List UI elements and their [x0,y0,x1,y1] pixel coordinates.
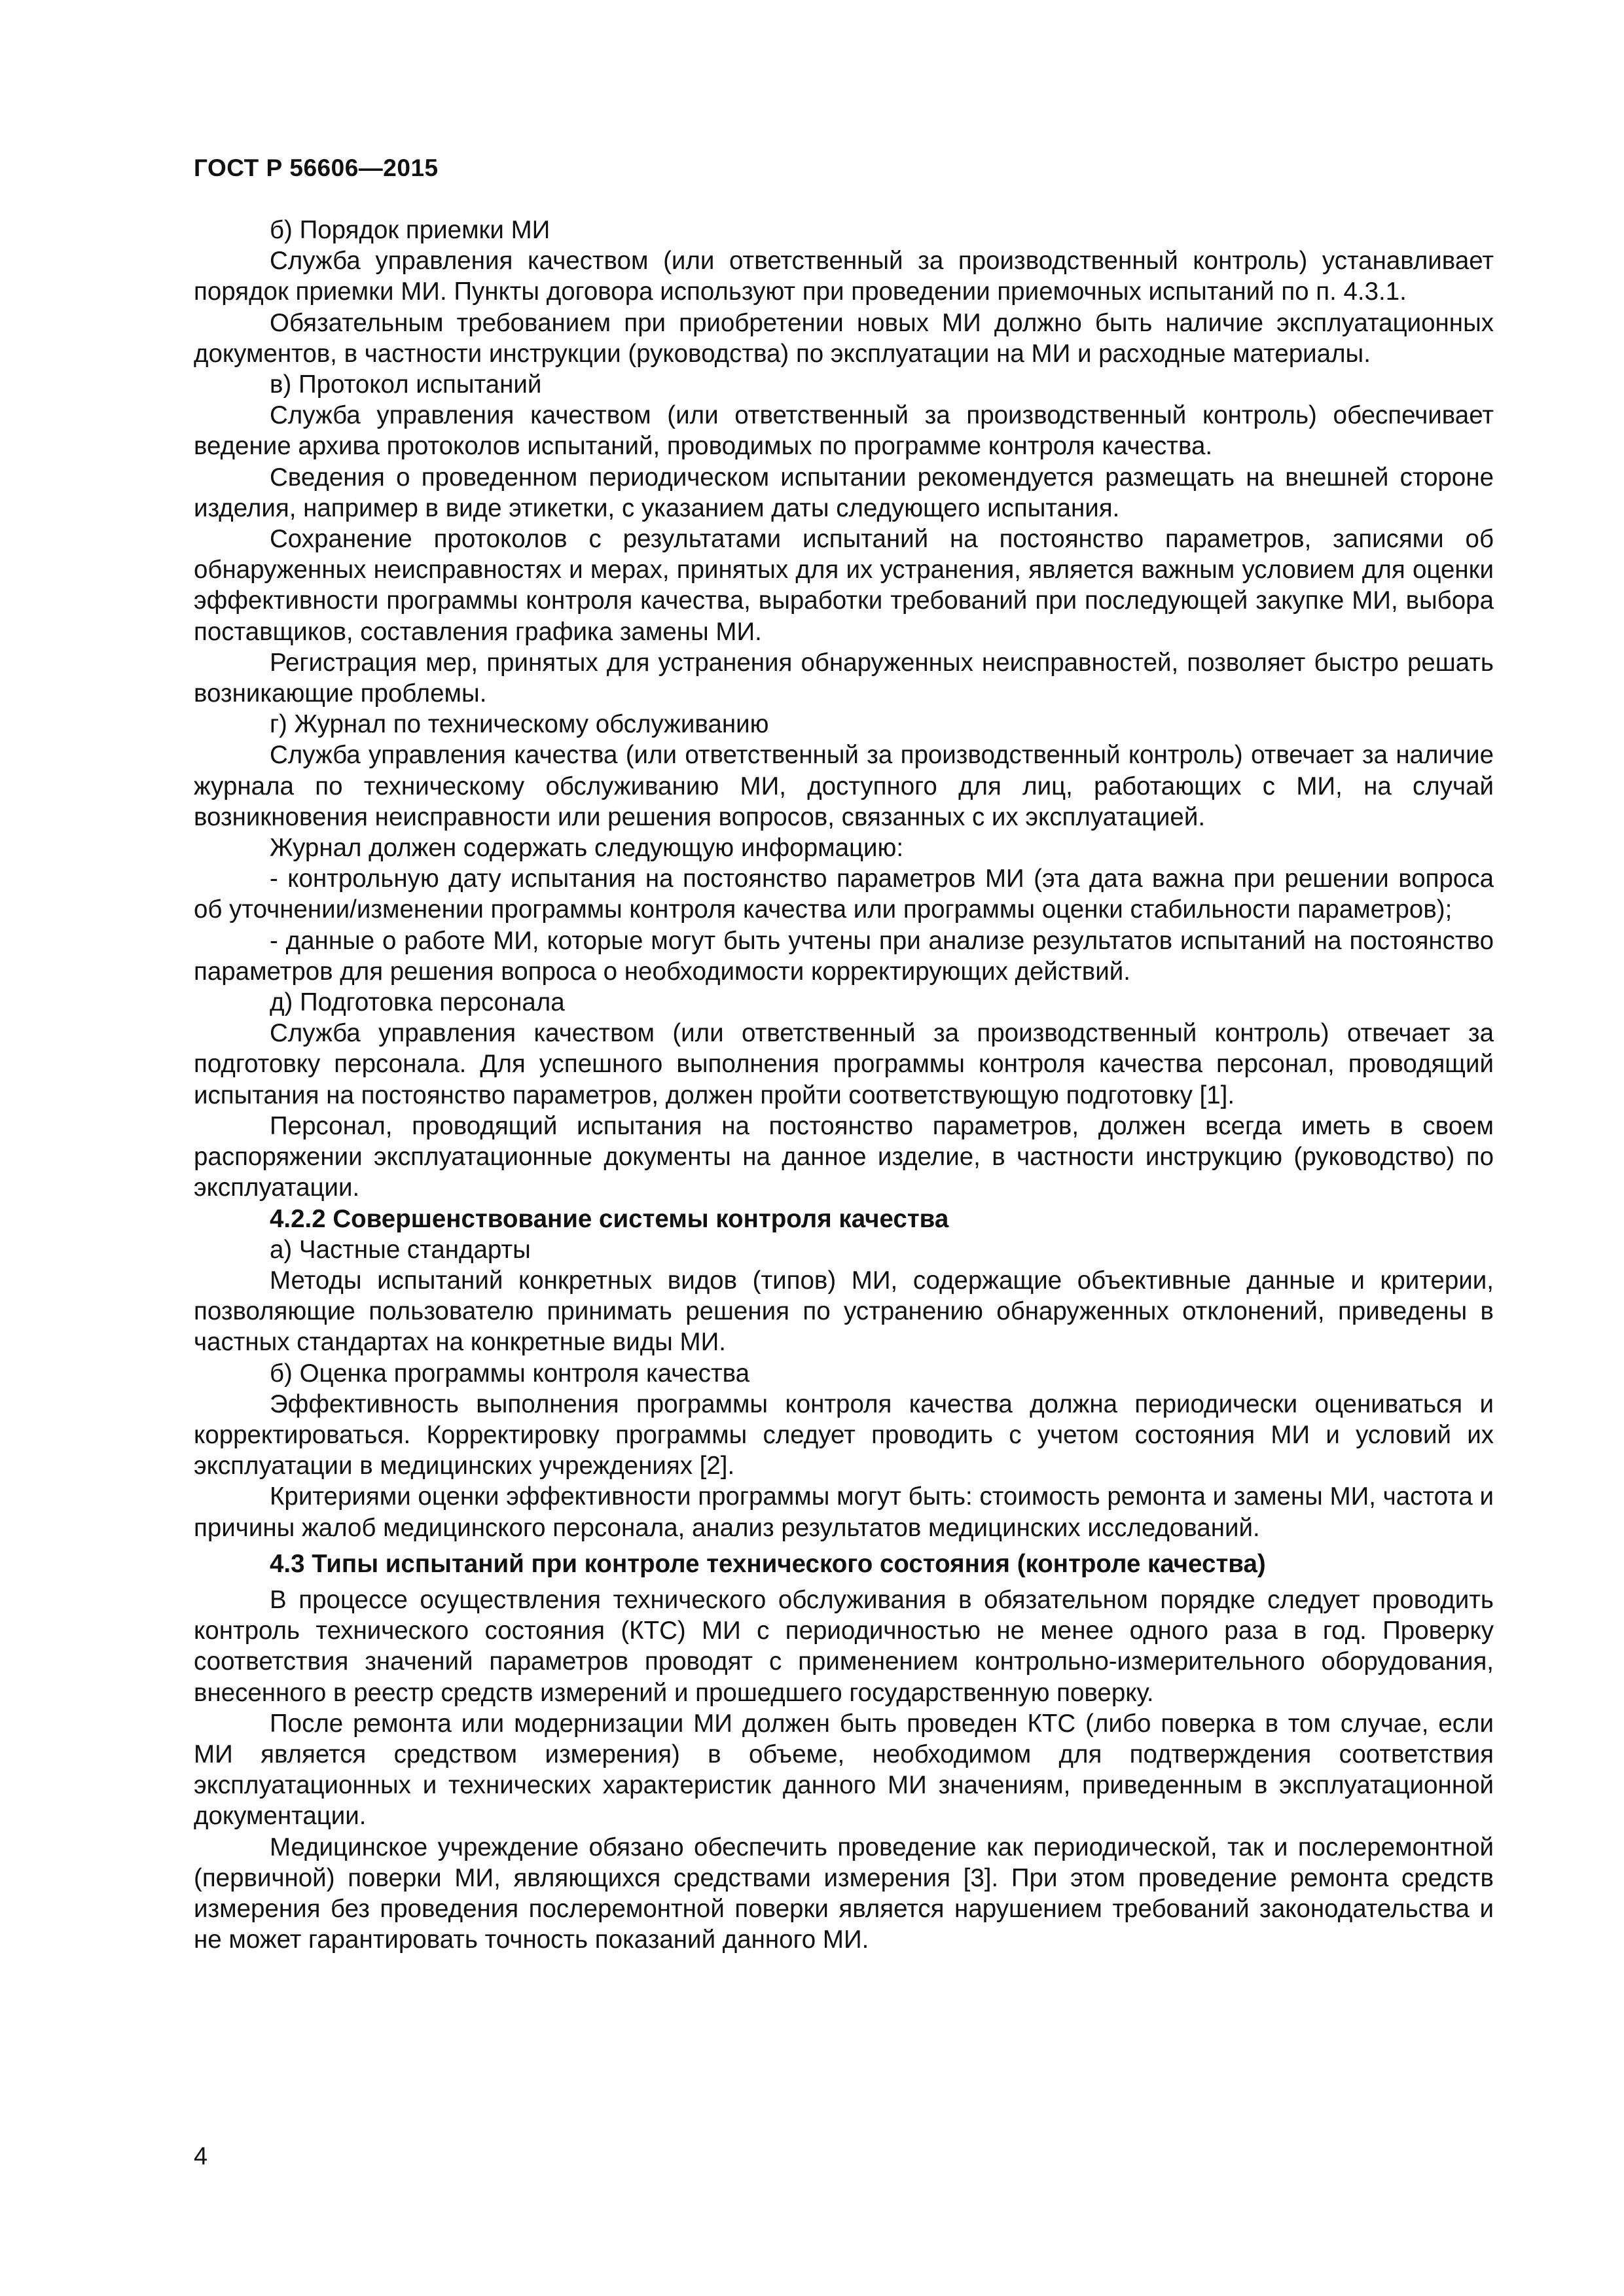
subsection-heading: б) Оценка программы контроля качества [270,1359,750,1388]
document-header: ГОСТ Р 56606—2015 [194,154,439,181]
section-heading-4-2-2: 4.2.2 Совершенствование системы контроля качества [270,1204,949,1233]
page-number: 4 [194,2143,208,2170]
subsection-heading: а) Частные стандарты [270,1235,531,1264]
paragraph: После ремонта или модернизации МИ должен быть проведен КТС (либо поверка в том случае, если МИ является средством измерения) в объеме, необходимом для подтверждения соответствия эксплуатационных и технических характеристик данного МИ значениям, приведенным в эксплуатационной документации. [194,1709,1494,1831]
paragraph: Эффективность выполнения программы контроля качества должна периодически оцениваться и корректироваться. Корректировку программы следует проводить с учетом состояния МИ и условий их эксплуатации в медицинских учреждениях [2]. [194,1390,1494,1480]
paragraph: Критериями оценки эффективности программы могут быть: стоимость ремонта и замены МИ, частота и причины жалоб медицинского персонала, анализ результатов медицинских исследований. [194,1482,1494,1542]
subsection-heading: в) Протокол испытаний [270,370,542,399]
paragraph: Служба управления качеством (или ответственный за производственный контроль) устанавливает порядок приемки МИ. Пункты договора используют при проведении приемочных испытаний по п. 4.3.1. [194,247,1494,306]
subsection-heading: г) Журнал по техническому обслуживанию [270,710,769,739]
paragraph: Сохранение протоколов с результатами испытаний на постоянство параметров, записями об обнаруженных неисправностях и мерах, принятых для их устранения, является важным условием для оценки эффективности программы контроля качества, выработки требований при последующей закупке МИ, выбора поставщиков, составления графика замены МИ. [194,525,1494,646]
subsection-heading: д) Подготовка персонала [270,988,565,1017]
paragraph: Служба управления качеством (или ответственный за производственный контроль) обеспечивает ведение архива протоколов испытаний, проводимых по программе контроля качества. [194,401,1494,461]
paragraph: Журнал должен содержать следующую информацию: [270,834,904,863]
document-body [194,215,1494,1955]
section-heading-4-3: 4.3 Типы испытаний при контроле технического состояния (контроле качества) [270,1549,1266,1578]
list-item: - контрольную дату испытания на постоянство параметров МИ (эта дата важна при решении вопроса об уточнении/изменении программы контроля качества или программы оценки стабильности параметров); [194,865,1494,924]
paragraph: Сведения о проведенном периодическом испытании рекомендуется размещать на внешней стороне изделия, например в виде этикетки, с указанием даты следующего испытания. [194,463,1494,522]
paragraph: Обязательным требованием при приобретении новых МИ должно быть наличие эксплуатационных документов, в частности инструкции (руководства) по эксплуатации на МИ и расходные материалы. [194,308,1494,368]
list-item: - данные о работе МИ, которые могут быть учтены при анализе результатов испытаний на постоянство параметров для решения вопроса о необходимости корректирующих действий. [194,926,1494,986]
paragraph: Регистрация мер, принятых для устранения обнаруженных неисправностей, позволяет быстро решать возникающие проблемы. [194,648,1494,708]
paragraph: Служба управления качеством (или ответственный за производственный контроль) отвечает за подготовку персонала. Для успешного выполнения программы контроля качества персонал, проводящий испытания на постоянство параметров, должен пройти соответствующую подготовку [1]. [194,1019,1494,1109]
paragraph: В процессе осуществления технического обслуживания в обязательном порядке следует проводить контроль технического состояния (КТС) МИ с периодичностью не менее одного раза в год. Проверку соответствия значений параметров проводят с применением контрольно-измерительного оборудования, внесенного в реестр средств измерений и прошедшего государственную поверку. [194,1585,1494,1707]
paragraph: Служба управления качества (или ответственный за производственный контроль) отвечает за наличие журнала по техническому обслуживанию МИ, доступного для лиц, работающих с МИ, на случай возникновения неисправности или решения вопросов, связанных с их эксплуатацией. [194,741,1494,831]
subsection-heading: б) Порядок приемки МИ [270,216,550,244]
paragraph: Методы испытаний конкретных видов (типов) МИ, содержащие объективные данные и критерии, позволяющие пользователю принимать решения по устранению обнаруженных отклонений, приведены в частных стандартах на конкретные виды МИ. [194,1266,1494,1357]
paragraph: Персонал, проводящий испытания на постоянство параметров, должен всегда иметь в своем распоряжении эксплуатационные документы на данное изделие, в частности инструкцию (руководство) по эксплуатации. [194,1111,1494,1202]
paragraph: Медицинское учреждение обязано обеспечить проведение как периодической, так и послеремонтной (первичной) поверки МИ, являющихся средствами измерения [3]. При этом проведение ремонта средств измерения без проведения послеремонтной поверки является нарушением требований законодательства и не может гарантировать точность показаний данного МИ. [194,1833,1494,1954]
